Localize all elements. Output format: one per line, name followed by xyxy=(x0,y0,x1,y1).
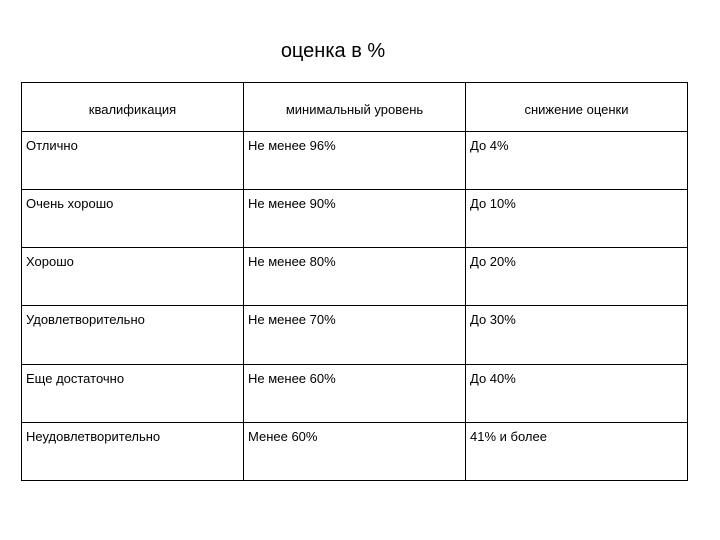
page-title: оценка в % xyxy=(280,40,386,62)
cell-minimum-level: Не менее 60% xyxy=(244,364,466,422)
cell-qualification: Удовлетворительно xyxy=(22,306,244,364)
table-row xyxy=(22,422,688,480)
cell-qualification: Еще достаточно xyxy=(22,364,244,422)
cell-qualification: Хорошо xyxy=(22,248,244,306)
cell-minimum-level: Не менее 80% xyxy=(244,248,466,306)
table-row xyxy=(22,364,688,422)
cell-qualification: Неудовлетворительно xyxy=(22,422,244,480)
table-row xyxy=(22,132,688,190)
table-row xyxy=(22,248,688,306)
table-row xyxy=(22,306,688,364)
header-grade-reduction: снижение оценки xyxy=(466,83,688,132)
table-header-row xyxy=(22,83,688,132)
cell-qualification: Очень хорошо xyxy=(22,190,244,248)
cell-minimum-level: Не менее 96% xyxy=(244,132,466,190)
cell-minimum-level: Менее 60% xyxy=(244,422,466,480)
cell-grade-reduction: До 4% xyxy=(466,132,688,190)
header-qualification: квалификация xyxy=(22,83,244,132)
cell-minimum-level: Не менее 90% xyxy=(244,190,466,248)
table-row xyxy=(22,190,688,248)
grade-table xyxy=(21,82,688,481)
cell-grade-reduction: До 10% xyxy=(466,190,688,248)
cell-grade-reduction: До 30% xyxy=(466,306,688,364)
cell-grade-reduction: 41% и более xyxy=(466,422,688,480)
cell-grade-reduction: До 20% xyxy=(466,248,688,306)
cell-minimum-level: Не менее 70% xyxy=(244,306,466,364)
cell-grade-reduction: До 40% xyxy=(466,364,688,422)
cell-qualification: Отлично xyxy=(22,132,244,190)
header-minimum-level: минимальный уровень xyxy=(244,83,466,132)
